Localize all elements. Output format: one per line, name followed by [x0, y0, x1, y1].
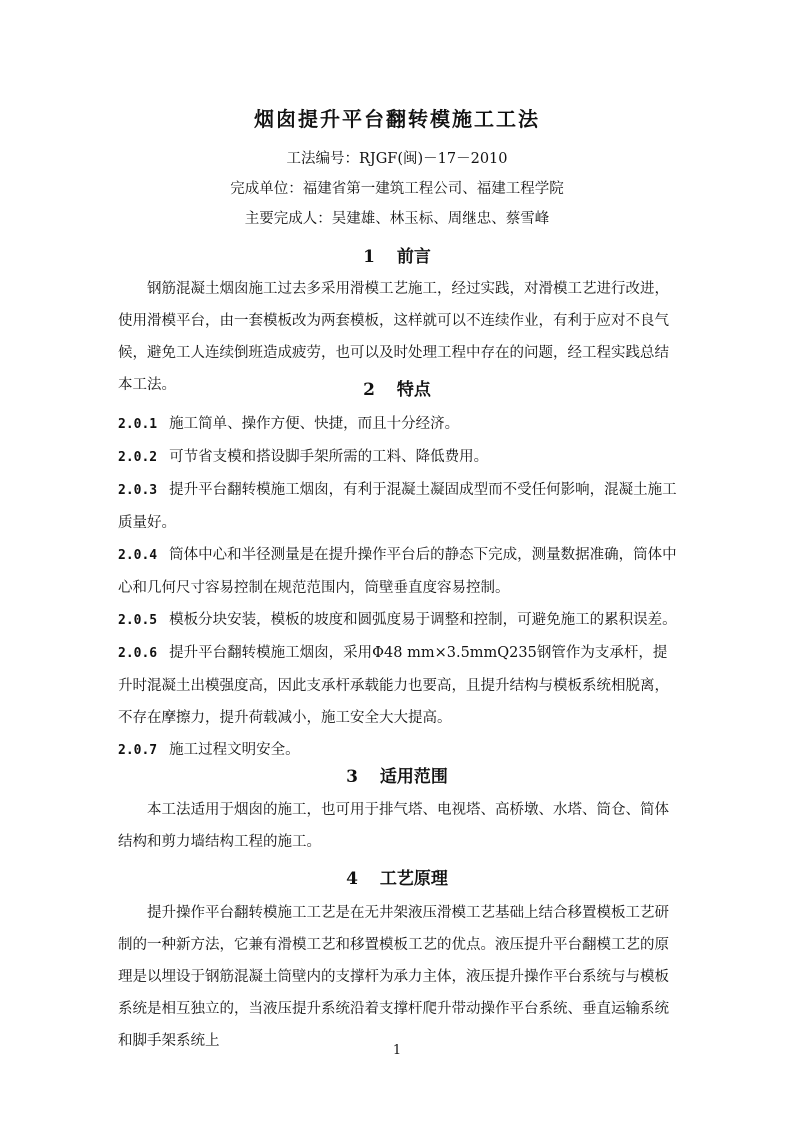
- item-code: 2.0.2: [118, 450, 158, 465]
- paragraph: 本工法适用于烟囱的施工，也可用于排气塔、电视塔、高桥墩、水塔、筒仓、简体结构和剪力墙结构工程的施工。: [118, 802, 669, 850]
- item-code: 2.0.3: [118, 483, 158, 498]
- item-text: 筒体中心和半径测量是在提升操作平台后的静态下完成，测量数据准确，筒体中心和几何尺寸容易控制在规范范围内，筒壁垂直度容易控制。: [118, 547, 677, 596]
- section-heading-1: [0, 242, 794, 267]
- list-item: [118, 441, 678, 474]
- list-item: [118, 637, 678, 734]
- list-item: [118, 408, 678, 441]
- item-text: 提升平台翻转模施工烟囱，采用Φ48 mm×3.5mmQ235钢管作为支承杆，提升时混凝土出模强度高，因此支承杆承载能力也要高，且提升结构与模板系统相脱离，不存在摩擦力，提升荷载减小，施工安全大大提高。: [118, 645, 669, 726]
- completion-unit: 完成单位：福建省第一建筑工程公司、福建工程学院: [230, 181, 564, 197]
- list-item: [118, 539, 678, 604]
- item-code: 2.0.4: [118, 548, 158, 563]
- paragraph: 提升操作平台翻转模施工工艺是在无井架液压滑模工艺基础上结合移置模板工艺研制的一种新方法，它兼有滑模工艺和移置模板工艺的优点。液压提升平台翻模工艺的原理是以埋设于钢筋混凝土筒壁内的支撑杆为承力主体，液压提升操作平台系统与与模板系统是相互独立的，当液压提升系统沿着支撑杆爬升带动操作平台系统、垂直运输系统和脚手架系统上: [118, 905, 669, 1049]
- section-number: 3: [346, 767, 358, 787]
- section-3-body: [118, 794, 678, 858]
- list-item: [118, 604, 678, 637]
- section-4-body: [118, 897, 678, 1057]
- document-title: 烟囱提升平台翻转模施工工法: [254, 107, 540, 131]
- section-number: 4: [346, 869, 358, 889]
- section-title: 前言: [396, 247, 431, 267]
- method-code: 工法编号：RJGF(闽)－17－2010: [286, 151, 508, 167]
- section-heading-4: [0, 864, 794, 889]
- item-text: 提升平台翻转模施工烟囱，有利于混凝土凝固成型而不受任何影响，混凝土施工质量好。: [118, 482, 677, 531]
- list-item: [118, 474, 678, 539]
- page-number: 1: [392, 1043, 402, 1058]
- item-text: 施工过程文明安全。: [169, 742, 300, 758]
- item-text: 可节省支模和搭设脚手架所需的工料、降低费用。: [169, 449, 489, 465]
- section-2-body: [118, 408, 678, 767]
- section-number: 1: [363, 247, 375, 267]
- section-title: 适用范围: [379, 767, 448, 787]
- item-code: 2.0.1: [118, 417, 158, 432]
- section-title: 工艺原理: [379, 869, 448, 889]
- section-title: 特点: [396, 380, 431, 400]
- item-code: 2.0.7: [118, 743, 158, 758]
- item-code: 2.0.6: [118, 646, 158, 661]
- item-text: 模板分块安装，模板的坡度和圆弧度易于调整和控制，可避免施工的累积误差。: [169, 612, 677, 628]
- item-code: 2.0.5: [118, 613, 158, 628]
- section-heading-2: [0, 375, 794, 400]
- item-text: 施工简单、操作方便、快捷，而且十分经济。: [169, 416, 460, 432]
- section-heading-3: [0, 762, 794, 787]
- paragraph: 钢筋混凝土烟囱施工过去多采用滑模工艺施工，经过实践，对滑模工艺进行改进，使用滑模平台，由一套模板改为两套模板，这样就可以不连续作业，有利于应对不良气候，避免工人连续倒班造成疲劳，也可以及时处理工程中存在的问题，经工程实践总结本工法。: [118, 281, 669, 393]
- section-number: 2: [363, 380, 375, 400]
- main-authors: 主要完成人：吴建雄、林玉标、周继忠、蔡雪峰: [244, 211, 550, 227]
